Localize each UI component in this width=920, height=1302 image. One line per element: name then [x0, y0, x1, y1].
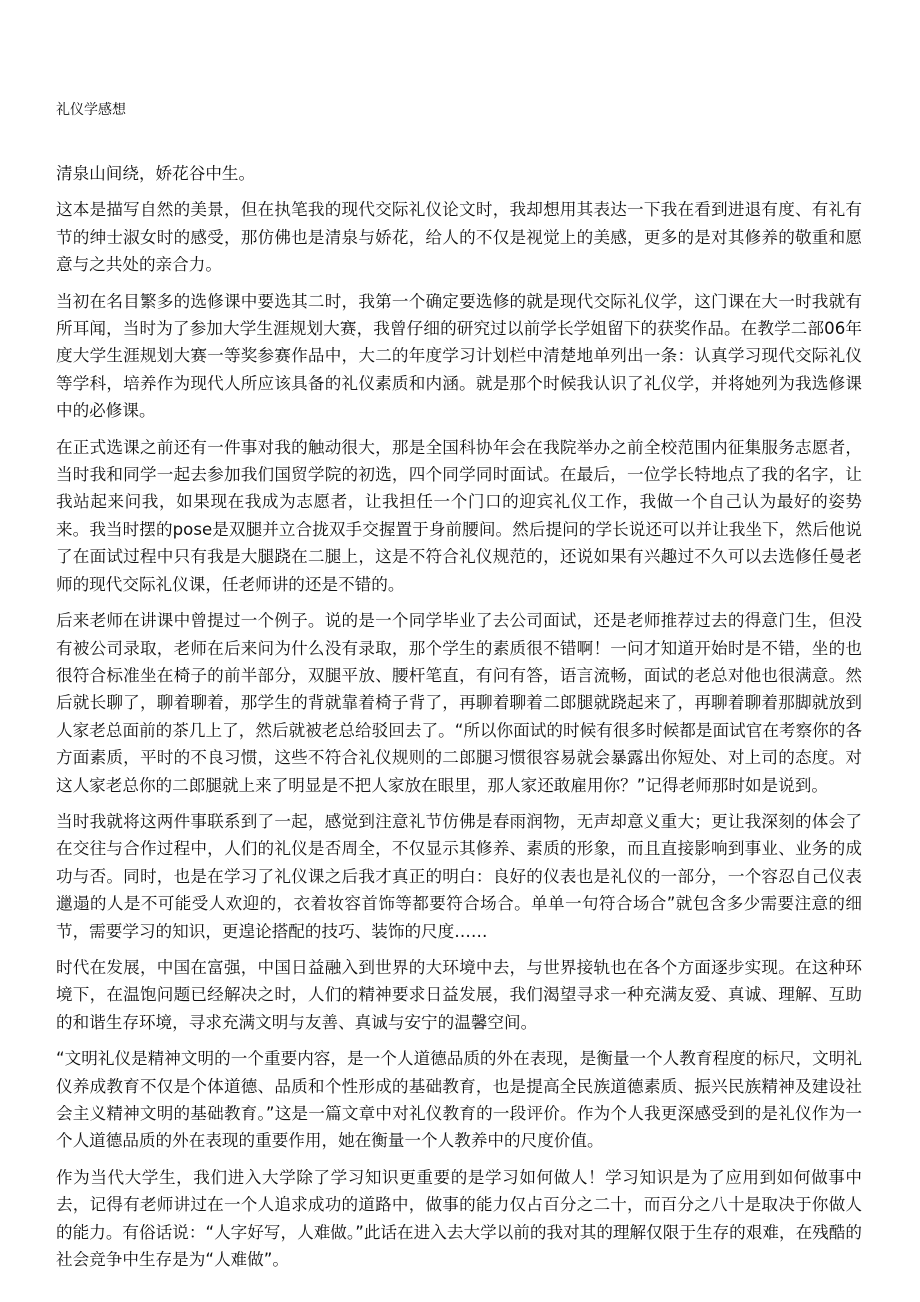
paragraph-5: 后来老师在讲课中曾提过一个例子。说的是一个同学毕业了去公司面试，还是老师推荐过去的得意门生，但没有被公司录取，老师在后来问为什么没有录取，那个学生的素质很不错啊！一问才知道开始时是不错，坐的也很符合标准坐在椅子的前半部分，双腿平放、腰杆笔直，有问有答，语言流畅，面试的老总对他也很满意。然后就长聊了，聊着聊着，那学生的背就靠着椅子背了，再聊着聊着二郎腿就跷起来了，再聊着聊着那脚就放到人家老总面前的茶几上了，然后就被老总给驳回去了。“所以你面试的时候有很多时候都是面试官在考察你的各方面素质，平时的不良习惯，这些不符合礼仪规则的二郎腿习惯很容易就会暴露出你短处、对上司的态度。对这人家老总你的二郎腿就上来了明显是不把人家放在眼里，那人家还敢雇用你？”记得老师那时如是说到。	[56, 611, 862, 795]
paragraph-6: 当时我就将这两件事联系到了一起，感觉到注意礼节仿佛是春雨润物，无声却意义重大；更让我深刻的体会了在交往与合作过程中，人们的礼仪是否周全，不仅显示其修养、素质的形象，而且直接影响到事业、业务的成功与否。同时，也是在学习了礼仪课之后我才真正的明白：良好的仪表也是礼仪的一部分，一个容忍自己仪表邋遢的人是不可能受人欢迎的，衣着妆容首饰等都要符合场合。单单一句符合场合”就包含多少需要注意的细节，需要学习的知识，更遑论搭配的技巧、装饰的尺度……	[56, 811, 862, 941]
document-title: 礼仪学感想	[56, 102, 126, 118]
paragraph-7: 时代在发展，中国在富强，中国日益融入到世界的大环境中去，与世界接轨也在各个方面逐步实现。在这种环境下，在温饱问题已经解决之时，人们的精神要求日益发展，我们渴望寻求一种充满友爱、真诚、理解、互助的和谐生存环境，寻求充满文明与友善、真诚与安宁的温馨空间。	[56, 957, 862, 1032]
paragraph-4: 在正式选课之前还有一件事对我的触动很大，那是全国科协年会在我院举办之前全校范围内征集服务志愿者，当时我和同学一起去参加我们国贸学院的初选，四个同学同时面试。在最后，一位学长特地点了我的名字，让我站起来问我，如果现在我成为志愿者，让我担任一个门口的迎宾礼仪工作，我做一个自己认为最好的姿势来。我当时摆的pose是双腿并立合拢双手交握置于身前腰间。然后提问的学长说还可以并让我坐下，然后他说了在面试过程中只有我是大腿跷在二腿上，这是不符合礼仪规范的，还说如果有兴趣过不久可以去选修任曼老师的现代交际礼仪课，任老师讲的还是不错的。	[56, 437, 862, 594]
paragraph-1: 清泉山间绕，娇花谷中生。	[56, 164, 256, 183]
document-body	[56, 160, 862, 1282]
paragraph-8: “文明礼仪是精神文明的一个重要内容，是一个人道德品质的外在表现，是衡量一个人教育程度的标尺，文明礼仪养成教育不仅是个体道德、品质和个性形成的基础教育，也是提高全民族道德素质、振兴民族精神及建设社会主义精神文明的基础教育。”这是一篇文章中对礼仪教育的一段评价。作为个人我更深感受到的是礼仪作为一个人道德品质的外在表现的重要作用，她在衡量一个人教养中的尺度价值。	[56, 1049, 862, 1151]
paragraph-2: 这本是描写自然的美景，但在执笔我的现代交际礼仪论文时，我却想用其表达一下我在看到进退有度、有礼有节的绅士淑女时的感受，那仿佛也是清泉与娇花，给人的不仅是视觉上的美感，更多的是对其修养的敬重和愿意与之共处的亲合力。	[56, 200, 862, 275]
paragraph-3: 当初在名目繁多的选修课中要选其二时，我第一个确定要选修的就是现代交际礼仪学，这门课在大一时我就有所耳闻，当时为了参加大学生涯规划大赛，我曾仔细的研究过以前学长学姐留下的获奖作品。在教学二部06年度大学生涯规划大赛一等奖参赛作品中，大二的年度学习计划栏中清楚地单列出一条：认真学习现代交际礼仪等学科，培养作为现代人所应该具备的礼仪素质和内涵。就是那个时候我认识了礼仪学，并将她列为我选修课中的必修课。	[56, 291, 862, 421]
paragraph-9: 作为当代大学生，我们进入大学除了学习知识更重要的是学习如何做人！学习知识是为了应用到如何做事中去，记得有老师讲过在一个人追求成功的道路中，做事的能力仅占百分之二十，而百分之八十是取决于你做人的能力。有俗话说：“人字好写，人难做。”此话在进入去大学以前的我对其的理解仅限于生存的艰难，在残酷的社会竞争中生存是为“人难做”。	[56, 1167, 862, 1270]
